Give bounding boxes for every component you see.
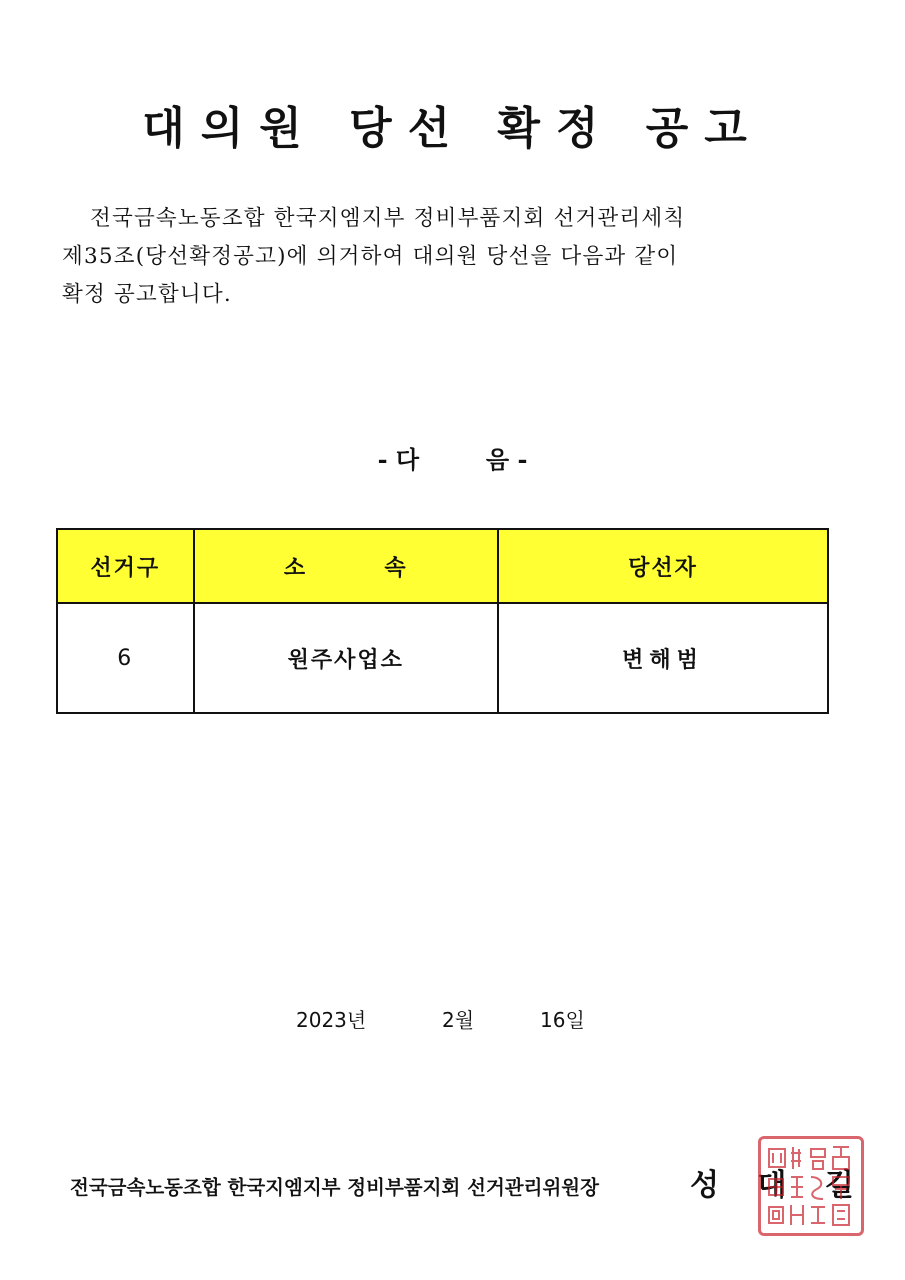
table-header-row <box>57 529 828 603</box>
date-month: 2월 <box>442 1008 475 1032</box>
affiliation-cell: 원주사업소 <box>194 603 498 713</box>
column-header-district: 선거구 <box>57 529 194 603</box>
column-header-affiliation: 소 속 <box>194 529 498 603</box>
table-row <box>57 603 828 713</box>
date-day: 16일 <box>540 1008 585 1032</box>
section-heading: - 다 음 - <box>377 445 528 474</box>
chair-name: 성 대 길 <box>690 1168 868 1203</box>
district-cell: 6 <box>57 603 194 713</box>
signatory-organization: 전국금속노동조합 한국지엠지부 정비부품지회 선거관리위원장 <box>70 1176 599 1199</box>
official-seal-icon <box>758 1136 864 1236</box>
date-year: 2023년 <box>296 1008 367 1032</box>
notice-line: 확정 공고합니다. <box>62 282 232 307</box>
column-header-winner: 당선자 <box>498 529 828 603</box>
notice-line: 제35조(당선확정공고)에 의거하여 대의원 당선을 다음과 같이 <box>62 244 679 269</box>
document-title: 대의원 당선 확정 공고 <box>142 103 763 154</box>
result-table <box>56 528 829 714</box>
notice-line: 전국금속노동조합 한국지엠지부 정비부품지회 선거관리세칙 <box>90 206 686 231</box>
notice-body <box>62 200 842 314</box>
winner-cell: 변해범 <box>498 603 828 713</box>
